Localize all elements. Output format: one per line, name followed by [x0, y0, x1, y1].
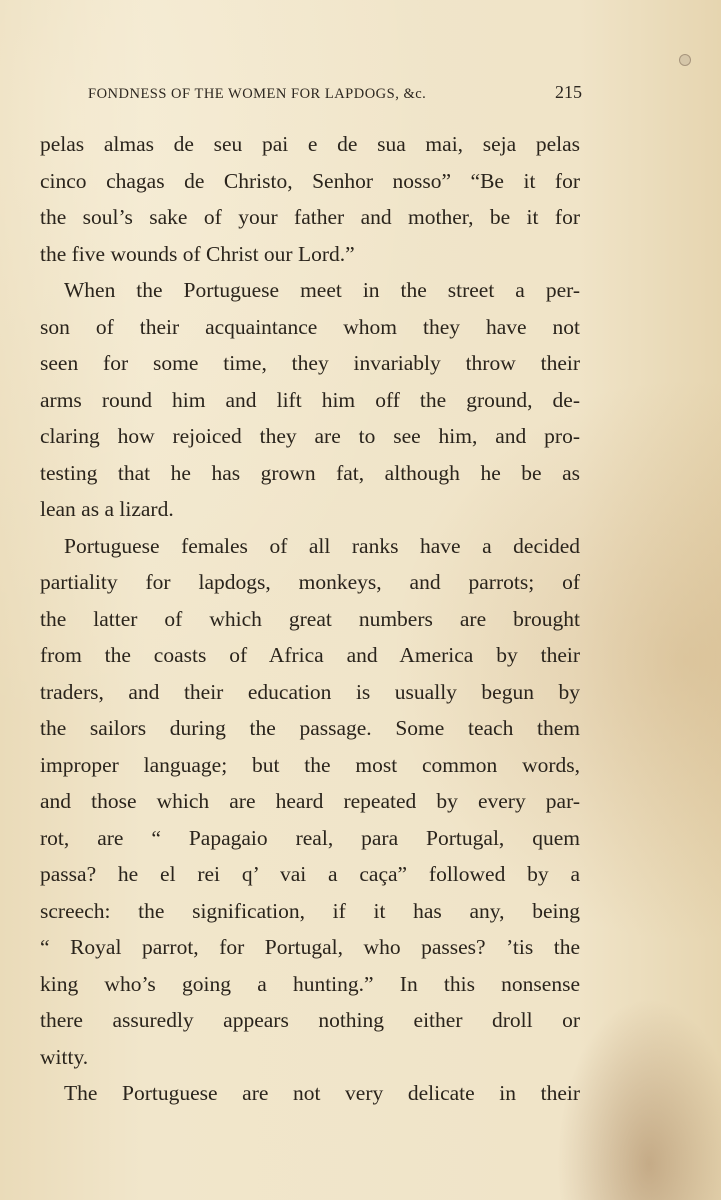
- text-line: arms round him and lift him off the ground, de-: [40, 387, 580, 412]
- text-line: king who’s going a hunting.” In this nonsense: [40, 971, 580, 996]
- text-line: the soul’s sake of your father and mother, be it for: [40, 205, 580, 229]
- text-line: cinco chagas de Christo, Senhor nosso” “Be it for: [40, 168, 580, 193]
- text-line: witty.: [40, 1044, 89, 1069]
- text-line: “ Royal parrot, for Portugal, who passes? ’tis the: [40, 935, 580, 959]
- running-title: FONDNESS OF THE WOMEN FOR LAPDOGS, &c.: [88, 86, 427, 102]
- text-line: testing that he has grown fat, although he be as: [40, 460, 580, 485]
- page-number: 215: [555, 82, 582, 102]
- text-line: claring how rejoiced they are to see him, and pro-: [40, 424, 580, 448]
- paragraph-start-line: Portuguese females of all ranks have a decided: [64, 533, 580, 558]
- text-line: the latter of which great numbers are brought: [40, 606, 580, 631]
- running-head: [88, 82, 582, 108]
- text-line: son of their acquaintance whom they have not: [40, 314, 580, 339]
- paragraph-start-line: When the Portuguese meet in the street a per-: [64, 278, 580, 302]
- text-line: seen for some time, they invariably throw their: [40, 351, 580, 375]
- text-line: improper language; but the most common words,: [40, 752, 580, 777]
- text-line: and those which are heard repeated by every par-: [40, 789, 580, 813]
- body-text: [40, 126, 580, 1112]
- text-line: traders, and their education is usually begun by: [40, 679, 580, 704]
- text-line: screech: the signification, if it has any, being: [40, 898, 580, 923]
- text-line: lean as a lizard.: [40, 497, 174, 521]
- text-line: rot, are “ Papagaio real, para Portugal, quem: [40, 825, 580, 850]
- text-line: the five wounds of Christ our Lord.”: [40, 241, 355, 266]
- text-line: passa? he el rei q’ vai a caça” followed by a: [40, 862, 580, 886]
- text-line: from the coasts of Africa and America by their: [40, 643, 580, 667]
- text-line: the sailors during the passage. Some teach them: [40, 716, 580, 740]
- text-line: pelas almas de seu pai e de sua mai, seja pelas: [40, 132, 580, 156]
- page-blemish: [679, 54, 691, 66]
- text-line: there assuredly appears nothing either droll or: [40, 1008, 580, 1032]
- paragraph-start-line: The Portuguese are not very delicate in their: [64, 1081, 580, 1105]
- text-line: partiality for lapdogs, monkeys, and parrots; of: [40, 570, 580, 594]
